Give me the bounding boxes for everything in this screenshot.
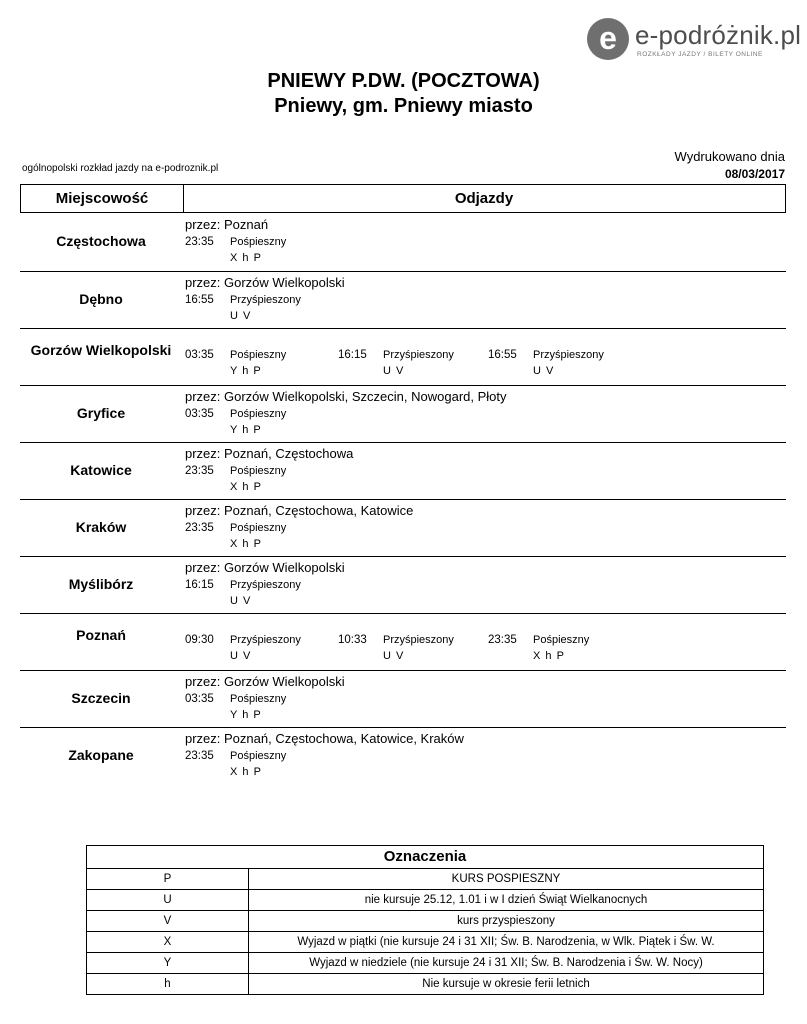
- legend-rows: [87, 869, 763, 994]
- train-type: Pośpieszny: [230, 693, 287, 705]
- departure-codes: U V: [383, 650, 405, 662]
- column-header-city: Miejscowość: [21, 185, 184, 212]
- departure-time: 16:55: [185, 294, 214, 306]
- destination-city: Katowice: [70, 462, 132, 478]
- logo-mark: e: [599, 20, 617, 56]
- train-type: Przyśpieszony: [383, 349, 454, 361]
- route-via: przez: Poznań, Częstochowa: [185, 446, 354, 461]
- departure-codes: X h P: [533, 650, 565, 662]
- table-row: [20, 613, 786, 671]
- legend-row: [87, 952, 763, 973]
- route-via: przez: Poznań: [185, 217, 269, 232]
- legend-code: Y: [87, 953, 249, 973]
- departure-time: 03:35: [185, 349, 214, 361]
- logo-tagline: ROZKŁADY JAZDY / BILETY ONLINE: [637, 51, 763, 58]
- train-type: Przyśpieszony: [230, 579, 301, 591]
- printed-label: Wydrukowano dnia: [674, 149, 785, 164]
- train-type: Przyśpieszony: [533, 349, 604, 361]
- departure-time: 23:35: [185, 522, 214, 534]
- train-type: Pośpieszny: [230, 465, 287, 477]
- site-note: ogólnopolski rozkład jazdy na e-podroznik.pl: [22, 163, 219, 174]
- departure-codes: U V: [383, 365, 405, 377]
- legend-row: [87, 869, 763, 889]
- legend-code: P: [87, 869, 249, 889]
- destination-city: Częstochowa: [56, 233, 146, 249]
- departure-time: 09:30: [185, 634, 214, 646]
- legend-description: Wyjazd w piątki (nie kursuje 24 i 31 XII; Św. B. Narodzenia, w Wlk. Piątek i Św. W.: [297, 936, 715, 948]
- page-subtitle: Pniewy, gm. Pniewy miasto: [274, 95, 533, 117]
- legend-description: kurs przyspieszony: [457, 915, 555, 927]
- legend-description: Wyjazd w niedziele (nie kursuje 24 i 31 XII; Św. B. Narodzenia i Św. W. Nocy): [309, 957, 703, 969]
- legend-code: U: [87, 890, 249, 910]
- logo-name: e-podróżnik.pl: [635, 20, 802, 50]
- departure-codes: Y h P: [230, 709, 262, 721]
- train-type: Pośpieszny: [230, 750, 287, 762]
- table-row: [20, 214, 786, 271]
- table-row: [20, 670, 786, 728]
- destination-city: Myślibórz: [68, 576, 134, 592]
- destination-city: Gryfice: [76, 405, 126, 421]
- table-row: [20, 328, 786, 386]
- route-via: przez: Gorzów Wielkopolski, Szczecin, Nowogard, Płoty: [185, 389, 507, 404]
- legend-code: V: [87, 911, 249, 931]
- legend-row: [87, 889, 763, 910]
- train-type: Pośpieszny: [230, 408, 287, 420]
- destination-city: Dębno: [79, 291, 123, 307]
- destination-city: Zakopane: [68, 747, 134, 763]
- legend-description: KURS POSPIESZNY: [451, 873, 561, 885]
- train-type: Przyśpieszony: [383, 634, 454, 646]
- departure-time: 16:15: [185, 579, 214, 591]
- page-title: PNIEWY P.DW. (POCZTOWA): [267, 70, 540, 92]
- printed-date: 08/03/2017: [724, 167, 785, 181]
- departure-codes: X h P: [230, 538, 262, 550]
- departure-codes: Y h P: [230, 424, 262, 436]
- train-type: Pośpieszny: [230, 236, 287, 248]
- departure-time: 23:35: [488, 634, 517, 646]
- departure-time: 10:33: [338, 634, 367, 646]
- departure-time: 23:35: [185, 750, 214, 762]
- departure-time: 03:35: [185, 408, 214, 420]
- legend-row: [87, 910, 763, 931]
- departure-codes: U V: [230, 310, 252, 322]
- legend-table: [86, 845, 764, 995]
- train-type: Przyśpieszony: [230, 634, 301, 646]
- departure-codes: X h P: [230, 252, 262, 264]
- route-via: przez: Gorzów Wielkopolski: [185, 674, 345, 689]
- legend-code: h: [87, 974, 249, 994]
- departure-codes: U V: [230, 595, 252, 607]
- departure-codes: X h P: [230, 481, 262, 493]
- train-type: Pośpieszny: [533, 634, 590, 646]
- table-row: [20, 499, 786, 557]
- route-via: przez: Gorzów Wielkopolski: [185, 560, 345, 575]
- table-row: [20, 727, 786, 785]
- train-type: Pośpieszny: [230, 522, 287, 534]
- destination-city: Kraków: [75, 519, 127, 535]
- legend-row: [87, 931, 763, 952]
- destination-city: Gorzów Wielkopolski: [30, 342, 172, 358]
- departure-codes: U V: [230, 650, 252, 662]
- brand-logo: [587, 18, 802, 62]
- destination-city: Poznań: [76, 627, 126, 643]
- departure-time: 23:35: [185, 465, 214, 477]
- table-row: [20, 442, 786, 500]
- train-type: Przyśpieszony: [230, 294, 301, 306]
- printed-info: [675, 148, 785, 183]
- destination-city: Szczecin: [71, 690, 131, 706]
- legend-title: Oznaczenia: [87, 846, 763, 869]
- route-via: przez: Poznań, Częstochowa, Katowice, Kraków: [185, 731, 464, 746]
- column-header-departures: Odjazdy: [454, 190, 514, 207]
- train-type: Pośpieszny: [230, 349, 287, 361]
- table-row: [20, 385, 786, 443]
- legend-row: [87, 973, 763, 994]
- departure-codes: U V: [533, 365, 555, 377]
- table-row: [20, 271, 786, 329]
- route-via: przez: Poznań, Częstochowa, Katowice: [185, 503, 414, 518]
- table-row: [20, 556, 786, 614]
- departure-codes: Y h P: [230, 365, 262, 377]
- departure-codes: X h P: [230, 766, 262, 778]
- route-via: przez: Gorzów Wielkopolski: [185, 275, 345, 290]
- departure-time: 16:15: [338, 349, 367, 361]
- legend-description: nie kursuje 25.12, 1.01 i w I dzień Świąt Wielkanocnych: [364, 894, 648, 906]
- table-header: [20, 184, 786, 213]
- legend-code: X: [87, 932, 249, 952]
- legend-description: Nie kursuje w okresie ferii letnich: [422, 978, 590, 990]
- departure-time: 23:35: [185, 236, 214, 248]
- departure-time: 16:55: [488, 349, 517, 361]
- e-podroznik-logo-icon: [587, 18, 629, 60]
- departure-time: 03:35: [185, 693, 214, 705]
